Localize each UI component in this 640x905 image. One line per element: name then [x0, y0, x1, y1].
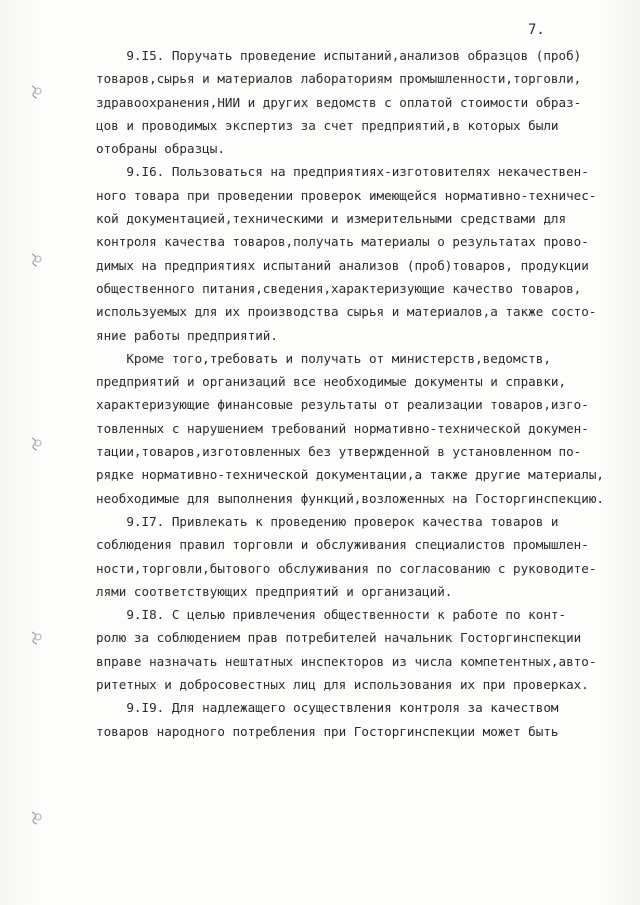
- text-line: рядке нормативно-технической документации,а также другие материалы,: [96, 467, 604, 483]
- text-line: ности,торговли,бытового обслуживания по согласованию с руководите-: [96, 560, 597, 576]
- text-line: Кроме того,требовать и получать от министерств,ведомств,: [96, 350, 551, 366]
- text-line: характеризующие финансовые результаты от реализации товаров,изго-: [96, 397, 589, 413]
- text-line: ролю за соблюдением прав потребителей начальник Госторгинспекции: [96, 630, 582, 646]
- text-line: яние работы предприятий.: [96, 327, 278, 343]
- text-line: 9.I6. Пользоваться на предприятиях-изготовителях некачествен-: [96, 164, 589, 180]
- text-line: лями соответствующих предприятий и организаций.: [96, 583, 453, 599]
- text-line: ного товара при проведении проверок имеющейся нормативно-техничес-: [96, 187, 597, 203]
- text-line: предприятий и организаций все необходимые документы и справки,: [96, 374, 567, 390]
- text-line: товленных с нарушением требований нормативно-технической докумен-: [96, 420, 589, 436]
- margin-hole-mark: [28, 810, 44, 826]
- text-line: используемых для их производства сырья и материалов,а также состо-: [96, 304, 597, 320]
- text-line: необходимые для выполнения функций,возложенных на Госторгинспекцию.: [96, 490, 604, 506]
- text-line: кой документацией,техническими и измерительными средствами для: [96, 211, 567, 227]
- text-line: 9.I5. Поручать проведение испытаний,анализов образцов (проб): [96, 48, 582, 63]
- text-line: товаров,сырья и материалов лабораториям промышленности,торговли,: [96, 71, 582, 87]
- page-number: 7.: [528, 22, 545, 38]
- text-line: отобраны образцы.: [96, 141, 225, 157]
- text-line: контроля качества товаров,получать материалы о результатах прово-: [96, 234, 589, 250]
- text-line: соблюдения правил торговли и обслуживания специалистов промышлен-: [96, 537, 589, 553]
- text-line: цов и проводимых экспертиз за счет предприятий,в которых были: [96, 117, 559, 133]
- margin-hole-mark: [28, 252, 44, 268]
- margin-hole-mark: [28, 630, 44, 646]
- text-line: здравоохранения,НИИ и других ведомств с оплатой стоимости образ-: [96, 94, 582, 110]
- text-line: общественного питания,сведения,характеризующие качество товаров,: [96, 280, 582, 296]
- body-text: [96, 44, 626, 743]
- text-line: 9.I7. Привлекать к проведению проверок качества товаров и: [96, 513, 559, 529]
- text-line: 9.I8. С целью привлечения общественности к работе по конт-: [96, 607, 567, 623]
- text-line: ритетных и добросовестных лиц для использования их при проверках.: [96, 677, 589, 693]
- text-line: 9.I9. Для надлежащего осуществления контроля за качеством: [96, 700, 559, 716]
- margin-hole-mark: [28, 436, 44, 452]
- text-line: вправе назначать нештатных инспекторов из числа компетентных,авто-: [96, 653, 597, 669]
- margin-hole-mark: [28, 84, 44, 100]
- text-line: тации,товаров,изготовленных без утвержденной в установленном по-: [96, 444, 582, 460]
- text-line: товаров народного потребления при Госторгинспекции может быть: [96, 723, 559, 739]
- text-line: димых на предприятиях испытаний анализов (проб)товаров, продукции: [96, 257, 589, 273]
